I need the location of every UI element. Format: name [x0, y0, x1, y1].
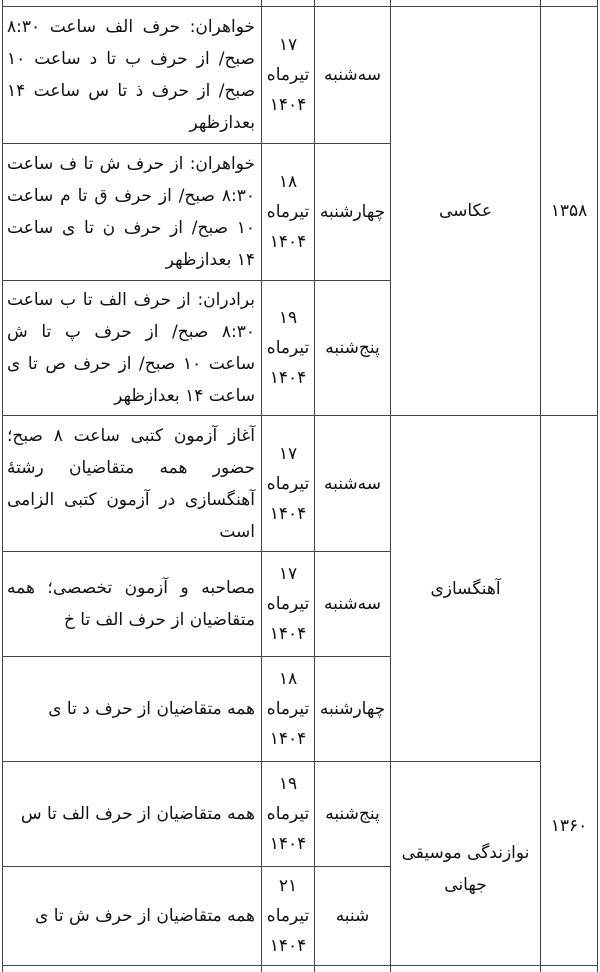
date-day: ۱۹ — [278, 774, 298, 794]
date-cell — [262, 144, 314, 280]
date-cell — [262, 7, 314, 143]
date-year: ۱۴۰۴ — [269, 834, 307, 854]
date-month: تیرماه — [266, 338, 310, 358]
grid-line — [597, 0, 598, 972]
date-month: تیرماه — [266, 473, 310, 494]
description-cell — [3, 867, 261, 965]
description-text: خواهران: حرف الف ساعت ۸:۳۰ صبح/ از حرف ب تا د ساعت ۱۰ صبح/ از حرف ذ تا س ساعت ۱۴ بعدازظهر — [7, 17, 255, 133]
date-year: ۱۴۰۴ — [269, 368, 307, 388]
date-year: ۱۴۰۴ — [269, 503, 307, 524]
major-cell — [391, 7, 540, 415]
day-text: چهارشنبه — [319, 699, 386, 719]
day-cell — [315, 416, 390, 551]
day-text: چهارشنبه — [319, 202, 386, 222]
date-month: تیرماه — [266, 906, 310, 926]
date-day: ۱۸ — [278, 669, 298, 689]
description-cell — [3, 552, 261, 656]
description-text: همه متقاضیان از حرف الف تا س — [20, 804, 255, 824]
date-day: ۱۷ — [278, 564, 298, 584]
date-month: تیرماه — [266, 202, 310, 222]
date-day: ۱۷ — [278, 35, 298, 55]
day-text: سه‌شنبه — [324, 594, 381, 614]
day-cell — [315, 144, 390, 280]
date-month: تیرماه — [266, 65, 310, 85]
day-text: پنج‌شنبه — [325, 804, 380, 824]
date-month: تیرماه — [266, 699, 310, 719]
date-day: ۲۱ — [278, 876, 298, 896]
date-month: تیرماه — [266, 594, 310, 614]
date-cell — [262, 657, 314, 761]
date-year: ۱۴۰۴ — [269, 95, 307, 115]
description-cell — [3, 281, 261, 415]
description-text: برادران: از حرف الف تا ب ساعت ۸:۳۰ صبح/ از حرف پ تا ش ساعت ۱۰ صبح/ از حرف ص تا ی ساعت ۱۴ بعدازظهر — [7, 290, 256, 406]
major-text: عکاسی — [438, 201, 493, 221]
date-day: ۱۹ — [278, 308, 298, 328]
major-cell — [391, 762, 540, 965]
description-text: همه متقاضیان از حرف د تا ی — [48, 699, 255, 719]
day-cell — [315, 867, 390, 965]
date-cell — [262, 416, 314, 551]
day-cell — [315, 552, 390, 656]
description-cell — [3, 762, 261, 866]
description-text: مصاحبه و آزمون تخصصی؛ همه متقاضیان از حرف الف تا خ — [7, 578, 255, 630]
day-cell — [315, 657, 390, 761]
grid-line — [2, 965, 598, 966]
description-text: همه متقاضیان از حرف ش تا ی — [35, 906, 255, 926]
major-text: نوازندگی موسیقی جهانی — [401, 842, 530, 895]
day-cell — [315, 762, 390, 866]
description-text: خواهران: از حرف ش تا ف ساعت ۸:۳۰ صبح/ از حرف ق تا م ساعت ۱۰ صبح/ از حرف ن تا ی ساعت ۱۴ بعدازظهر — [7, 154, 255, 270]
day-cell — [315, 281, 390, 415]
date-day: ۱۷ — [278, 443, 298, 464]
day-cell — [315, 7, 390, 143]
description-text: آغاز آزمون کتبی ساعت ۸ صبح؛ حضور همه متقاضیان رشتهٔ آهنگسازی در آزمون کتبی الزامی است — [7, 425, 255, 542]
code-text: ۱۳۵۸ — [550, 201, 588, 221]
major-cell — [391, 416, 540, 761]
major-text: آهنگسازی — [430, 578, 501, 599]
date-day: ۱۸ — [278, 172, 298, 192]
description-cell — [3, 416, 261, 551]
day-text: شنبه — [335, 906, 370, 926]
code-cell — [541, 7, 597, 415]
date-cell — [262, 281, 314, 415]
description-cell — [3, 144, 261, 280]
date-cell — [262, 762, 314, 866]
day-text: سه‌شنبه — [324, 65, 381, 85]
date-month: تیرماه — [266, 804, 310, 824]
description-cell — [3, 657, 261, 761]
date-year: ۱۴۰۴ — [269, 232, 307, 252]
date-year: ۱۴۰۴ — [269, 936, 307, 956]
day-text: سه‌شنبه — [324, 473, 381, 494]
date-cell — [262, 552, 314, 656]
code-cell — [541, 416, 597, 965]
day-text: پنج‌شنبه — [325, 338, 380, 358]
date-year: ۱۴۰۴ — [269, 729, 307, 749]
date-cell — [262, 867, 314, 965]
code-text: ۱۳۶۰ — [550, 815, 588, 836]
description-cell — [3, 7, 261, 143]
date-year: ۱۴۰۴ — [269, 624, 307, 644]
